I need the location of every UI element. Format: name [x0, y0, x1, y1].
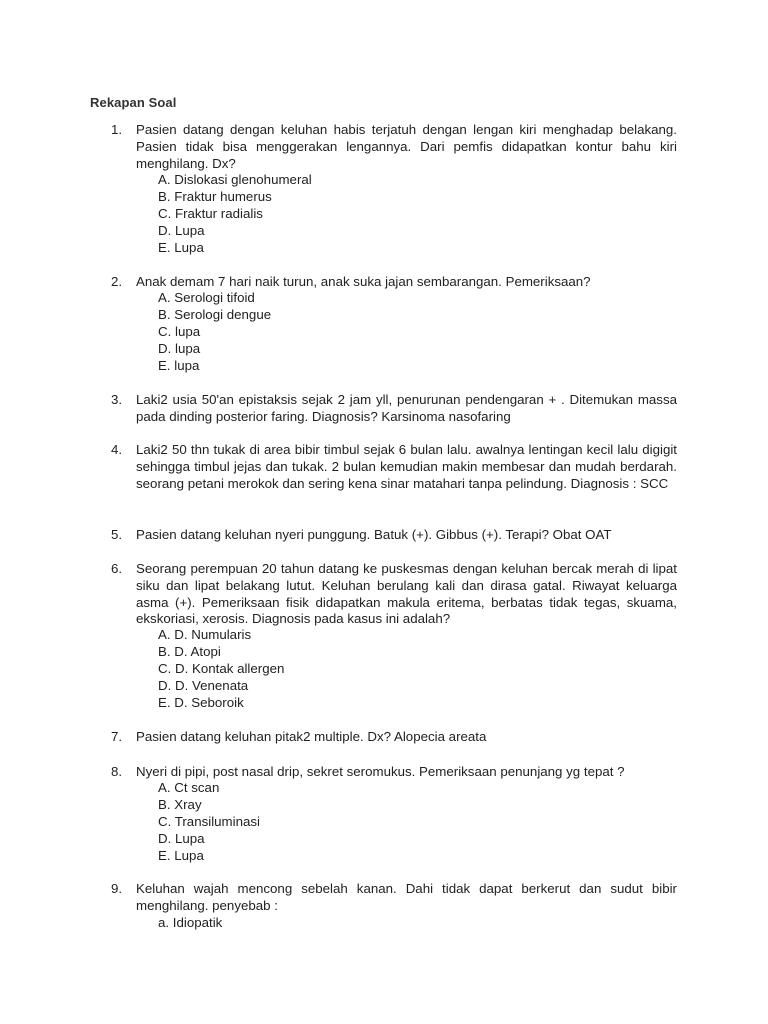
question-number: 7.: [111, 729, 123, 744]
question-number: 8.: [111, 764, 123, 779]
answer-options: [158, 290, 271, 375]
question-text: Nyeri di pipi, post nasal drip, sekret seromukus. Pemeriksaan penunjang yg tepat ?: [136, 764, 625, 779]
answer-option: B. Xray: [158, 796, 202, 812]
answer-option: E. Lupa: [158, 847, 204, 863]
question-text: Anak demam 7 hari naik turun, anak suka jajan sembarangan. Pemeriksaan?: [136, 274, 591, 289]
answer-option: A. D. Numularis: [158, 627, 252, 642]
question-text: Pasien datang keluhan pitak2 multiple. Dx? Alopecia areata: [136, 729, 487, 744]
question-number: 9.: [111, 881, 123, 896]
question-number: 2.: [111, 274, 123, 289]
answer-option: B. Fraktur humerus: [158, 188, 272, 204]
question-text: Laki2 usia 50'an epistaksis sejak 2 jam yll, penurunan pendengaran + . Ditemukan massa pada dinding posterior faring. Diagnosis? Karsinoma nasofaring: [136, 392, 677, 424]
question-text: Laki2 50 thn tukak di area bibir timbul sejak 6 bulan lalu. awalnya lentingan kecil lalu digigit sehingga timbul jejas dan tukak. 2 bulan kemudian makin membesar dan mudah berdarah. seorang petani merokok dan sering kena sinar matahari tanpa pelindung. Diagnosis : SCC: [136, 442, 677, 491]
answer-option: B. Serologi dengue: [158, 306, 272, 322]
answer-option: D. Lupa: [158, 830, 205, 846]
document-title: Rekapan Soal: [90, 95, 177, 110]
question-number: 6.: [111, 561, 123, 576]
answer-option: A. Dislokasi glenohumeral: [158, 172, 312, 187]
question-text: Seorang perempuan 20 tahun datang ke puskesmas dengan keluhan bercak merah di lipat siku dan lipat belakang lutut. Keluhan berulang kali dan dirasa gatal. Riwayat keluarga asma (+). Pemeriksaan fisik didapatkan makula eritema, berbatas tidak tegas, skuama, ekskoriasi, xerosis. Diagnosis pada kasus ini adalah?: [136, 561, 677, 627]
answer-option: B. D. Atopi: [158, 643, 221, 659]
answer-option: D. D. Venenata: [158, 677, 249, 693]
question-text: Keluhan wajah mencong sebelah kanan. Dahi tidak dapat berkerut dan sudut bibir menghilang. penyebab :: [136, 881, 677, 913]
answer-option: A. Serologi tifoid: [158, 290, 255, 305]
question-number: 4.: [111, 442, 123, 457]
question-text: Pasien datang dengan keluhan habis terjatuh dengan lengan kiri menghadap belakang. Pasien tidak bisa menggerakan lengannya. Dari pemfis didapatkan kontur bahu kiri menghilang. Dx?: [136, 122, 677, 171]
answer-option: D. lupa: [158, 340, 201, 356]
answer-option: C. lupa: [158, 323, 201, 339]
answer-option: E. D. Seboroik: [158, 694, 244, 710]
answer-options: [158, 627, 284, 712]
answer-option: C. Transiluminasi: [158, 813, 260, 829]
answer-option: a. Idiopatik: [158, 915, 223, 930]
answer-options: [158, 915, 222, 932]
answer-options: [158, 172, 312, 257]
question-number: 5.: [111, 527, 123, 542]
question-text: Pasien datang keluhan nyeri punggung. Batuk (+). Gibbus (+). Terapi? Obat OAT: [136, 527, 612, 542]
answer-option: A. Ct scan: [158, 780, 220, 795]
answer-option: C. D. Kontak allergen: [158, 660, 285, 676]
answer-option: E. lupa: [158, 357, 200, 373]
answer-option: C. Fraktur radialis: [158, 205, 263, 221]
answer-option: E. Lupa: [158, 239, 204, 255]
answer-options: [158, 780, 260, 865]
question-number: 3.: [111, 392, 123, 407]
question-number: 1.: [111, 122, 123, 137]
answer-option: D. Lupa: [158, 222, 205, 238]
